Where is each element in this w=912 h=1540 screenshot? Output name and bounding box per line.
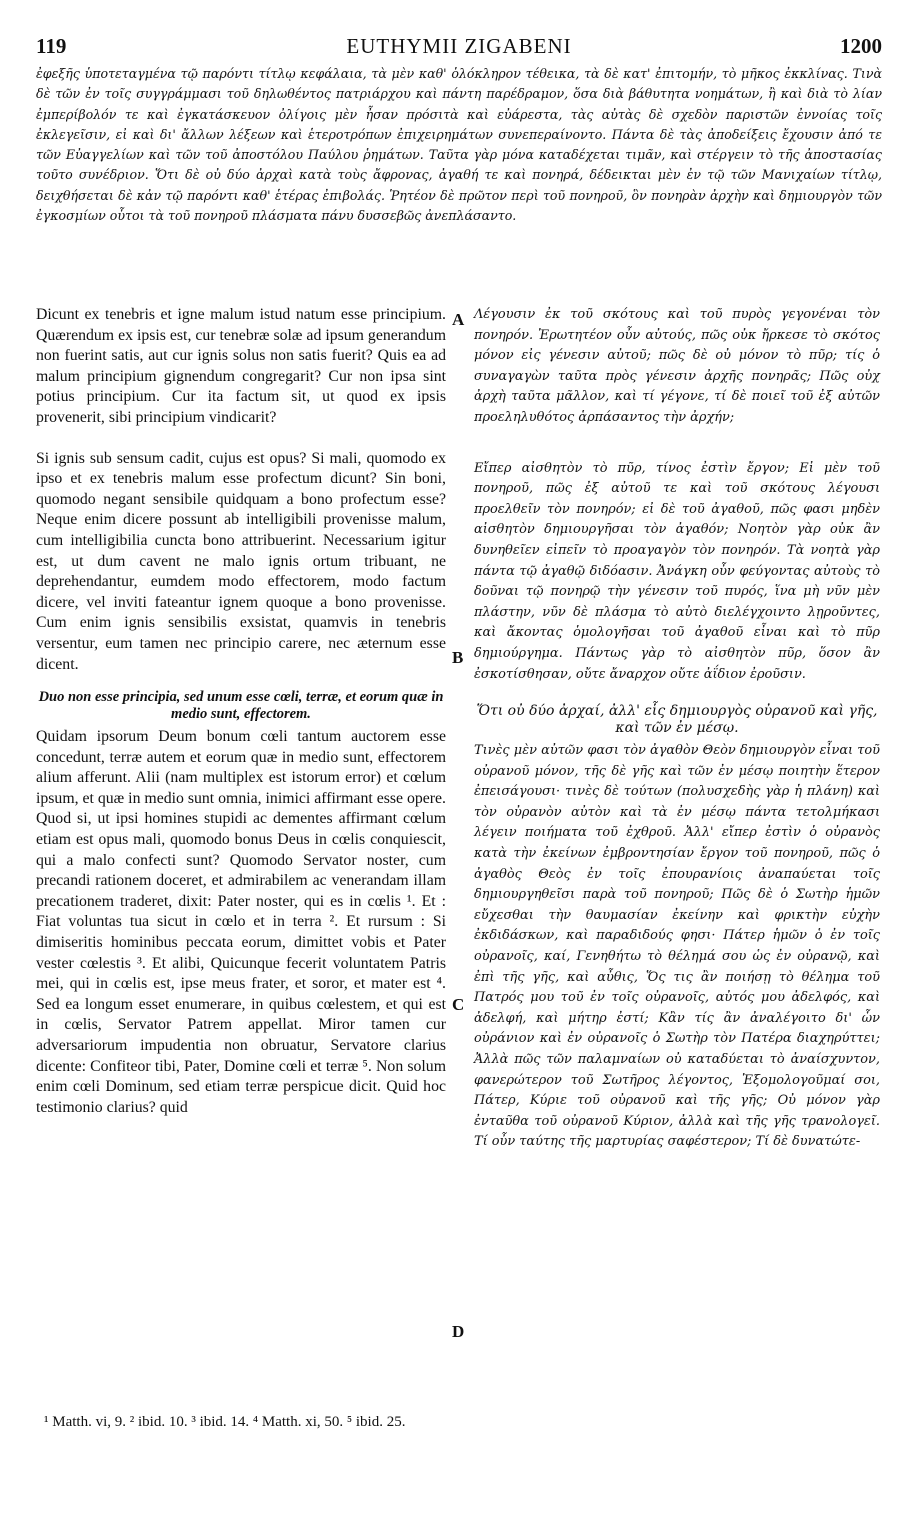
intro-paragraph [36, 64, 882, 226]
latin-subheading: Duo non esse principia, sed unum esse cœli, terræ, et eorum quæ in medio sunt, effectorem. [38, 689, 444, 723]
latin-paragraph-3: Quidam ipsorum Deum bonum cœli tantum auctorem esse concedunt, terræ autem et eorum quæ in medio sunt, effectorem alium afferunt. Alii (nam multiplex est istorum error) et cœlum ipsum, et quæ in medio sunt omnia, inimici affirmant esse opere. Quod si, ut ipsi homines stupidi ac dementes affirmant cœlum etiam est opus mali, quomodo bonus Deus in cœlis conquiescit, qui a malo confecti sunt? Quomodo Servator noster, cum precandi rationem doceret, et admirabilem ac venerandam illam precationem traderet, dixit: Pater noster, qui es in cœlis ¹. Et : Fiat voluntas tua sicut in cœlo et in terra ². Et rursum : Si dimiseritis hominibus peccata eorum, dimittet vobis et Pater vester cœlestis ³. Et alibi, Quicunque fecerit voluntatem Patris mei, qui in cœlis est, ipse meus frater, et soror, et mater est ⁴. Sed ea longum esset enumerare, in quibus cœlestem, et qui est in cœlis, Servator Patrem appellat. Miror tamen cur adversariorum impudentia non obruatur, Servatore clarius dicente: Confiteor tibi, Pater, Domine cœli et terræ ⁵. Non solum enim cœli Dominum, sed etiam terræ perspicue dicit. Quid hoc testimonio clarius? quid [36, 728, 446, 1116]
running-title: EUTHYMII ZIGABENI [346, 34, 572, 58]
greek-paragraph-2: Εἴπερ αἰσθητὸν τὸ πῦρ, τίνος ἐστὶν ἔργον; Εἰ μὲν τοῦ πονηροῦ, πῶς ἐξ αὐτοῦ τε καὶ τοῦ σκότους λέγουσι προελθεῖν τὸν πονηρόν; εἰ δὲ τοῦ ἀγαθοῦ, πῶς φασι μηδὲν αἰσθητὸν δημιουργῆσαι τὸν ἀγαθόν; Νοητὸν γὰρ οὐκ ἂν δυνηθεῖεν εἰπεῖν τὸ προαγαγὸν τὸν πονηρόν. Τὰ νοητὰ γὰρ πάντα τῷ ἀγαθῷ διδόασιν. Ἀνάγκη οὖν φεύγοντας αὐτοὺς τὸ δοῦναι τῷ πονηρῷ τὴν γένεσιν τοῦ πυρός, ἵνα μὴ νῦν μὲν πλάστην, νῦν δὲ πλάσμα τὸ αὐτὸ διελέγχοιντο λῃροῦντες, καὶ ἄκοντας ὁμολογῆσαι τοῦ ἀγαθοῦ εἶναι καὶ τὸ πῦρ δημιούργημα. Πάντως γὰρ τὸ αἰσθητὸν πῦρ, ὅσον ἂν ἐσκοτίσθησαν, οὔτε ἄναρχον οὔτε ἀΐδιον ἐροῦσιν. [474, 460, 880, 682]
margin-letter-a: A [452, 310, 465, 329]
footnotes: ¹ Matth. vi, 9. ² ibid. 10. ³ ibid. 14. ⁴ Matth. xi, 50. ⁵ ibid. 25. [44, 1414, 406, 1430]
greek-paragraph-3: Τινὲς μὲν αὐτῶν φασι τὸν ἀγαθὸν Θεὸν δημιουργὸν εἶναι τοῦ οὐρανοῦ μόνον, τῆς δὲ γῆς καὶ τῶν ἐν μέσῳ ποιητὴν ἕτερον ἐπεισάγουσι· τινὲς δὲ τούτων (πολυσχεδὴς γὰρ ἡ πλάνη) καὶ τὸν οὐρανὸν αὐτὸν καὶ τὰ ἐν μέσῳ πάντα τετολμήκασι λέγειν ποιήματα τοῦ ἐχθροῦ. Ἀλλ' εἴπερ ἐστὶν ὁ οὐρανὸς κατὰ τὴν ἐκείνων ἐμβροντησίαν ἔργον τοῦ πονηροῦ, πῶς ὁ ἀγαθὸς Θεὸς ἐν τοῖς ἐπουρανίοις ἀναπαύεται τοῖς δημιουργηθεῖσι παρὰ τοῦ πονηροῦ; Πῶς δὲ ὁ Σωτὴρ ἡμῶν εὔχεσθαι τὴν θαυμασίαν ἐκείνην καὶ φρικτὴν εὐχὴν ἐκδιδάσκων, καὶ παραδιδούς φησι· Πάτερ ἡμῶν ὁ ἐν τοῖς οὐρανοῖς, καί, Γενηθήτω τὸ θέλημά σου ὡς ἐν οὐρανῷ, καὶ ἐπὶ τῆς γῆς, καὶ αὖθις, Ὅς τις ἂν ποιήσῃ τὸ θέλημα τοῦ Πατρός μου τοῦ ἐν τοῖς οὐρανοῖς, αὐτός μου ἀδελφός, καὶ ἀδελφή, καὶ μήτηρ ἐστί; Κἂν τίς ἂν ἀναλέγοιτο δι' ὧν οὐράνιον καὶ ἐν οὐρανοῖς ὁ Σωτὴρ τὸν Πατέρα διαχηρύττει; Ἀλλὰ πῶς τῶν παλαμναίων οὐ καταδύεται τὸ ἀναίσχυντον, φανερώτερον τοῦ Σωτῆρος λέγοντος, Ἐξομολογοῦμαί σοι, Πάτερ, Κύριε τοῦ οὐρανοῦ καὶ τῆς γῆς; Οὐ μόνον γὰρ ἐνταῦθα τοῦ οὐρανοῦ Κύριον, ἀλλὰ καὶ τῆς γῆς τρανολογεῖ. Τί οὖν ταύτης τῆς μαρτυρίας σαφέστερον; Τί δὲ δυνατώτε- [474, 743, 880, 1150]
page-number-left: 119 [36, 34, 67, 58]
greek-paragraph-1: Λέγουσιν ἐκ τοῦ σκότους καὶ τοῦ πυρὸς γεγονέναι τὸν πονηρόν. Ἐρωτητέον οὖν αὐτούς, πῶς οὐκ ἤρκεσε τὸ σκότος μόνον εἰς γένεσιν αὐτοῦ; πῶς δὲ οὐ μόνον τὸ πῦρ; τίς ὁ συναγαγὼν ταῦτα πρὸς γένεσιν ἀρχῆς πονηρᾶς; Πῶς οὐχ ἀρχὴ ταῦτα μᾶλλον, καὶ τί γέγονε, τί δὲ ποιεῖ τοῦ ἐξ αὐτῶν προεληλυθότος ἁρπάσαντος τὴν ἀρχήν; [474, 307, 880, 425]
margin-letter-b: B [452, 648, 464, 667]
running-header [36, 34, 882, 62]
intro-text: ἐφεξῆς ὑποτεταγμένα τῷ παρόντι τίτλῳ κεφάλαια, τὰ μὲν καθ' ὁλόκληρον τέθεικα, τὰ δὲ κατ' ἐπιτομήν, τὸ μῆκος ἐκκλίνας. Τινὰ δὲ τῶν ἐν τοῖς συγγράμμασι τοῦ δηλωθέντος πατριάρχου καὶ πάντη παρέδραμον, ὅσα διὰ βάθυτητα νοημάτων, ἢ καὶ διὰ τὸ λίαν ἐμπερίβολόν τε καὶ ἐγκατάσκευον ὀλίγοις μὲν ἦσαν πρόσιτὰ καὶ εὐάρεστα, τὰς αὐτὰς δὲ σχεδὸν παριστῶν ἐννοίας τοῖς ἐκλεγεῖσιν, εἰ καὶ δι' ἄλλων λέξεων καὶ ἑτεροτρόπων ἐπιχειρημάτων συνεπεραίνοντο. Πάντα δὲ τὰς ἀποδείξεις ἔχουσιν ἀπό τε τῶν Εὐαγγελίων καὶ τῶν τοῦ ἀποστόλου Παύλου ῥημάτων. Ταῦτα γὰρ μόνα καταδέχεται τιμᾶν, καὶ στέργειν τὸ τῆς ἀποστασίας τοῦτο συνέδριον. Ὅτι δὲ οὐ δύο ἀρχαὶ κατὰ τοὺς ἄφρονας, ἀγαθή τε καὶ πονηρά, δέδεικται μὲν ἐν τῷ τῶν Μανιχαίων τίτλῳ, δειχθήσεται δὲ κἀν τῷ παρόντι καθ' ἑτέρας ἐπιβολάς. Ῥητέον δὲ πρῶτον περὶ τοῦ πονηροῦ, ὃν πονηρὰν ἀρχὴν καὶ δημιουργὸν τῶν ἐγκοσμίων οὗτοι τὰ τοῦ πονηροῦ πλάσματα πάνυ δυσσεβῶς ἀνεπλάσαντο. [36, 66, 882, 224]
latin-column [36, 305, 446, 1118]
latin-paragraph-1: Dicunt ex tenebris et igne malum istud natum esse principium. Quærendum ex ipsis est, cur tenebræ solæ ad ipsum generandum non fuerint satis, aut cur ignis solus non satis fuerit? Quis ea ad malum principium gignendum congregarit? Cur non ipsa sint potius principium. Cur ita factum sit, ut quod ex ipsis provenerit, sibi principium vindicarit? [36, 306, 446, 426]
greek-column [474, 305, 880, 1153]
greek-subheading: Ὅτι οὐ δύο ἀρχαί, ἀλλ' εἷς δημιουργὸς οὐρανοῦ καὶ γῆς, καὶ τῶν ἐν μέσῳ. [476, 703, 878, 737]
margin-letter-d: D [452, 1322, 465, 1341]
page-number-right: 1200 [840, 34, 882, 58]
margin-letter-c: C [452, 995, 465, 1014]
latin-paragraph-2: Si ignis sub sensum cadit, cujus est opus? Si mali, quomodo ex ipso et ex tenebris malum esse profectum dicunt? Sin boni, quomodo negant sensibile quidquam a bono profectum esse? Neque enim dicere possunt ab intelligibili provenisse malum, cum intelligibilia cuncta bono attribuerint. Necessarium igitur est, ut dum cavent ne malo ignis ortum tribuant, ne deprehendantur, eumdem modo effectorem, modo factum dicere, vel inviti fateantur ignem quoque a bono provenisse. Cum enim ignis sensibilis exsistat, quamvis in tenebris versentur, eum tamen nec principio carere, nec æternum esse dicent. [36, 449, 446, 673]
